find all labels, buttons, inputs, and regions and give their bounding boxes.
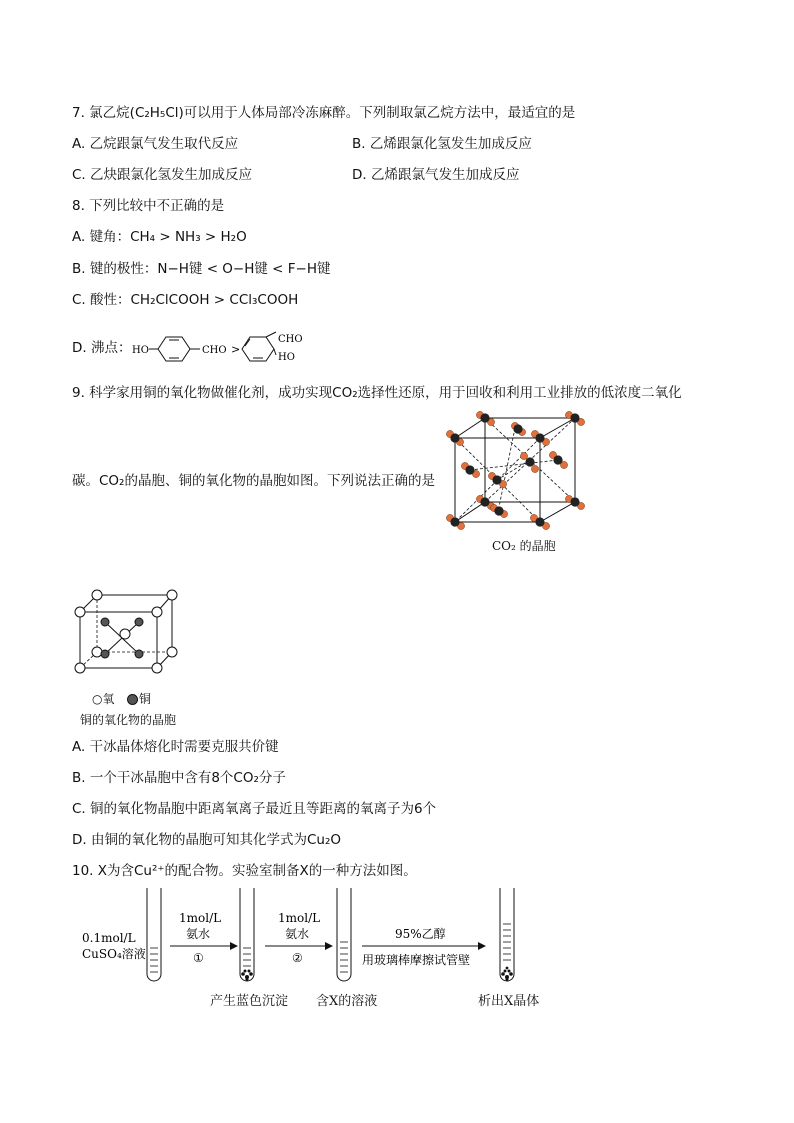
right-ho-label: HO	[278, 352, 295, 363]
q8-stem: 8. 下列比较中不正确的是	[72, 198, 225, 214]
copper-legend-icon	[127, 694, 138, 705]
q7-stem: 7. 氯乙烷(C₂H₅Cl)可以用于人体局部冷冻麻醉。下列制取氯乙烷方法中，最适宜的是	[72, 105, 576, 121]
q9-stem-line2: 碳。CO₂的晶胞、铜的氧化物的晶胞如图。下列说法正确的是	[72, 473, 435, 489]
q10-stem: 10. X为含Cu²⁺的配合物。实验室制备X的一种方法如图。	[72, 863, 417, 879]
q9-stem-line1: 9. 科学家用铜的氧化物做催化剂，成功实现CO₂选择性还原，用于回收和利用工业排放的低浓度二氧化	[72, 385, 682, 401]
gt-symbol: >	[231, 343, 241, 356]
q9-option-d[interactable]: D. 由铜的氧化物的晶胞可知其化学式为Cu₂O	[72, 832, 341, 848]
q9-option-b[interactable]: B. 一个干冰晶胞中含有8个CO₂分子	[72, 770, 286, 786]
q8-option-b[interactable]: B. 键的极性：N−H键 < O−H键 < F−H键	[72, 261, 331, 277]
tube1-label-2: CuSO₄溶液	[82, 947, 146, 961]
tube4-crystals	[501, 967, 513, 981]
caption-x-crystals: 析出X晶体	[478, 994, 540, 1009]
q8-option-d[interactable]: D. 沸点：	[72, 340, 132, 356]
left-cho-label: CHO	[202, 345, 227, 356]
tube-1	[147, 888, 161, 981]
cu-legend-oxygen: ○氧	[92, 692, 115, 706]
tube-2	[240, 888, 254, 981]
arrow1-top-1: 1mol/L	[179, 911, 222, 925]
arrow2-top-2: 氨水	[285, 927, 310, 941]
caption-blue-precipitate: 产生蓝色沉淀	[210, 994, 289, 1009]
q8-d-structures	[130, 328, 310, 368]
arrow3-bottom: 用玻璃棒摩擦试管壁	[362, 953, 471, 967]
arrow1-top-2: 氨水	[186, 927, 211, 941]
left-benzene-ring	[158, 337, 190, 361]
co2-cell-caption: CO₂ 的晶胞	[492, 539, 556, 553]
q7-option-c[interactable]: C. 乙炔跟氯化氢发生加成反应	[72, 167, 253, 183]
q7-option-d[interactable]: D. 乙烯跟氯气发生加成反应	[352, 167, 520, 183]
arrow2-number: ②	[292, 951, 303, 965]
tube1-label-1: 0.1mol/L	[82, 931, 136, 945]
right-benzene-ring	[242, 337, 274, 361]
q7-option-b[interactable]: B. 乙烯跟氯化氢发生加成反应	[352, 136, 532, 152]
q10-procedure-diagram	[80, 886, 540, 986]
q9-option-c[interactable]: C. 铜的氧化物晶胞中距离氧离子最近且等距离的氧离子为6个	[72, 801, 437, 817]
cu-oxide-unit-cell	[72, 588, 184, 678]
cu-cell-caption: 铜的氧化物的晶胞	[80, 713, 177, 727]
arrow1-number: ①	[193, 951, 204, 965]
tube2-precipitate	[241, 970, 253, 981]
left-ho-label: HO	[132, 345, 149, 356]
caption-x-solution: 含X的溶液	[316, 994, 378, 1009]
tube-3	[337, 888, 351, 981]
co2-unit-cell	[440, 410, 600, 535]
q8-option-a[interactable]: A. 键角：CH₄ > NH₃ > H₂O	[72, 229, 247, 245]
arrow3-top: 95%乙醇	[395, 927, 446, 941]
q9-option-a[interactable]: A. 干冰晶体熔化时需要克服共价键	[72, 739, 279, 755]
arrow2-top-1: 1mol/L	[278, 911, 321, 925]
right-cho-label: CHO	[278, 334, 303, 345]
q8-option-c[interactable]: C. 酸性：CH₂ClCOOH > CCl₃COOH	[72, 292, 299, 308]
q7-option-a[interactable]: A. 乙烷跟氯气发生取代反应	[72, 136, 239, 152]
cu-legend-copper: 铜	[139, 692, 152, 706]
